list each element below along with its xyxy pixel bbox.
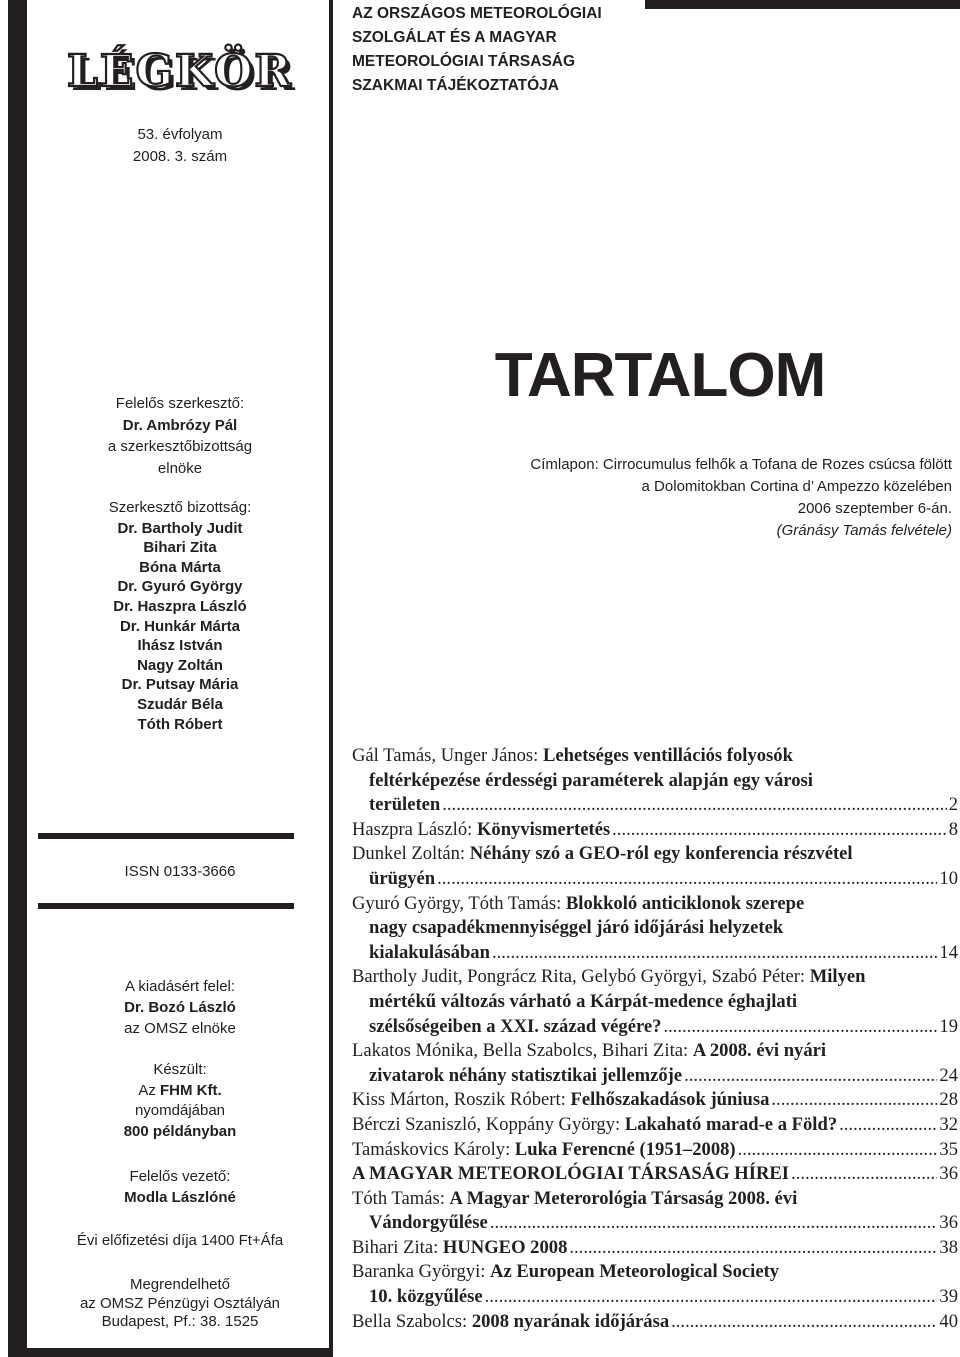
- cover-photo-credit: (Gránásy Tamás felvétele): [776, 522, 952, 539]
- toc-entry-line: [352, 744, 958, 769]
- print-company: FHM Kft.: [160, 1081, 222, 1099]
- manager-block: [30, 1166, 330, 1208]
- toc-leader-dots: [738, 1138, 938, 1163]
- toc-page-number: 32: [939, 1113, 958, 1135]
- toc-page-number: 19: [939, 1015, 958, 1037]
- toc-title-continuation: mértékű változás várható a Kárpát-medence éghajlati: [369, 990, 798, 1012]
- header-line: AZ ORSZÁGOS METEOROLÓGIAI: [352, 5, 602, 22]
- publisher-block: [30, 976, 330, 1039]
- top-right-bar: [645, 0, 960, 9]
- toc-entry-text: [369, 1285, 483, 1310]
- manager-label: Felelős vezető:: [129, 1168, 231, 1185]
- board-member: Bihari Zita: [143, 539, 217, 557]
- print-line: nyomdájában: [134, 1102, 226, 1120]
- board-member: Dr. Haszpra László: [113, 597, 247, 615]
- toc-entry[interactable]: [352, 1039, 958, 1088]
- toc-entry[interactable]: [352, 1162, 958, 1187]
- publisher-label: A kiadásért felel:: [124, 978, 236, 995]
- toc-title: Luka Ferencné (1951–2008): [514, 1138, 736, 1160]
- toc-entry-text: [352, 1236, 567, 1261]
- toc-entry-last-line: [352, 793, 958, 818]
- toc-page-number: 28: [939, 1089, 958, 1111]
- toc-entry-last-line: [352, 1310, 958, 1335]
- toc-authors: Bella Szabolcs:: [352, 1310, 472, 1332]
- publisher-header: [352, 2, 652, 98]
- editor-label: Felelős szerkesztő:: [115, 395, 245, 412]
- issue-info: [30, 124, 330, 168]
- issn-separator-top: [38, 833, 294, 839]
- toc-page-number: 8: [948, 818, 958, 840]
- toc-entry-line: [352, 965, 958, 990]
- header-line: SZAKMAI TÁJÉKOZTATÓJA: [352, 77, 559, 94]
- toc-entry-text: [352, 818, 610, 843]
- toc-leader-dots: [492, 941, 937, 966]
- toc-title-continuation: feltérképezése érdességi paraméterek alapján egy városi: [369, 769, 813, 791]
- toc-page-number: 2: [948, 794, 958, 816]
- toc-entry[interactable]: [352, 744, 958, 818]
- toc-leader-dots: [684, 1064, 937, 1089]
- toc-leader-dots: [839, 1113, 937, 1138]
- print-block: [30, 1060, 330, 1142]
- issn-separator-bottom: [38, 903, 294, 909]
- toc-authors: Baranka Györgyi:: [352, 1261, 491, 1283]
- print-company-line: [30, 1081, 330, 1102]
- toc-entry-line: [352, 1039, 958, 1064]
- journal-logo: LÉGKÖR: [66, 46, 293, 97]
- toc-title: Könyvismertetés: [476, 818, 611, 840]
- toc-leader-dots: [437, 867, 937, 892]
- toc-entry-text: [369, 793, 440, 818]
- toc-title: ürügyén: [369, 867, 436, 889]
- issue-volume: 53. évfolyam: [137, 126, 223, 143]
- toc-page-number: 10: [939, 867, 958, 889]
- toc-page-number: 38: [939, 1236, 958, 1258]
- toc-entry-last-line: [352, 1064, 958, 1089]
- cover-caption-line: 2006 szeptember 6-án.: [797, 500, 952, 517]
- toc-page-number: 39: [939, 1286, 958, 1308]
- board-member: Dr. Hunkár Márta: [119, 617, 241, 635]
- toc-entry-line: [352, 1260, 958, 1285]
- board-member: Dr. Bartholy Judit: [117, 519, 243, 537]
- toc-title: HUNGEO 2008: [442, 1236, 568, 1258]
- toc-entry-last-line: [352, 818, 958, 843]
- cover-caption: [432, 454, 952, 542]
- toc-leader-dots: [442, 793, 946, 818]
- board-label: Szerkesztő bizottság:: [108, 499, 252, 516]
- toc-authors: Kiss Márton, Roszik Róbert:: [352, 1089, 571, 1111]
- toc-entry[interactable]: [352, 842, 958, 891]
- board-member: Bóna Márta: [139, 558, 221, 576]
- board-member: Nagy Zoltán: [137, 656, 223, 674]
- issue-number: 2008. 3. szám: [132, 148, 228, 165]
- toc-entry-last-line: [352, 867, 958, 892]
- toc-page-number: 14: [939, 941, 958, 963]
- toc-entry-last-line: [352, 1236, 958, 1261]
- toc-entry[interactable]: [352, 1113, 958, 1138]
- toc-authors: Bérczi Szaniszló, Koppány György:: [352, 1113, 625, 1135]
- toc-leader-dots: [485, 1285, 938, 1310]
- toc-authors: Gyuró György, Tóth Tamás:: [352, 892, 566, 914]
- contents-title: TARTALOM: [494, 341, 826, 410]
- toc-entry-last-line: [352, 1285, 958, 1310]
- toc-authors: Tóth Tamás:: [352, 1187, 450, 1209]
- toc-authors: Bartholy Judit, Pongrácz Rita, Gelybó Györgyi, Szabó Péter:: [352, 966, 810, 988]
- toc-entry-line: [352, 1187, 958, 1212]
- toc-entry-last-line: [352, 1162, 958, 1187]
- toc-title: 10. közgyűlése: [369, 1286, 483, 1308]
- bottom-border-bar: [8, 1348, 333, 1357]
- toc-entry-line: [352, 842, 958, 867]
- header-line: SZOLGÁLAT ÉS A MAGYAR: [352, 29, 557, 46]
- toc-entry[interactable]: [352, 1236, 958, 1261]
- toc-leader-dots: [569, 1236, 937, 1261]
- toc-page-number: 40: [939, 1310, 958, 1332]
- manager-name: Modla Lászlóné: [124, 1189, 236, 1206]
- toc-entry-last-line: [352, 1015, 958, 1040]
- toc-entry-text: [369, 1064, 682, 1089]
- toc-title: Lakaható marad-e a Föld?: [624, 1113, 838, 1135]
- toc-title: területen: [369, 794, 441, 816]
- print-prefix: Az: [138, 1081, 161, 1099]
- editor-block: [30, 393, 330, 479]
- toc-entry-text: [352, 1310, 669, 1335]
- publisher-name: Dr. Bozó László: [124, 999, 236, 1016]
- toc-entry[interactable]: [352, 1088, 958, 1113]
- cover-caption-line: a Dolomitokban Cortina d’ Ampezzo közelében: [641, 478, 952, 495]
- toc-authors: Lakatos Mónika, Bella Szabolcs, Bihari Zita:: [352, 1040, 693, 1062]
- board-member: Dr. Putsay Mária: [121, 676, 239, 694]
- toc-title-continuation: nagy csapadékmennyiséggel járó időjárási helyzetek: [369, 917, 784, 939]
- toc-title: Blokkoló anticiklonok szerepe: [565, 892, 805, 914]
- subscription-price: Évi előfizetési díja 1400 Ft+Áfa: [76, 1232, 284, 1249]
- toc-title: A MAGYAR METEOROLÓGIAI TÁRSASÁG HÍREI: [352, 1163, 790, 1185]
- toc-page-number: 35: [939, 1138, 958, 1160]
- toc-entry-last-line: [352, 1088, 958, 1113]
- board-member: Ihász István: [137, 637, 223, 655]
- toc-leader-dots: [490, 1211, 938, 1236]
- toc-entry-text: [352, 1113, 837, 1138]
- toc-title: Lehetséges ventillációs folyosók: [542, 745, 793, 766]
- table-of-contents: [352, 744, 958, 1334]
- toc-page-number: 24: [939, 1064, 958, 1086]
- toc-authors: Dunkel Zoltán:: [352, 843, 470, 865]
- order-line: az OMSZ Pénzügyi Osztályán: [79, 1294, 281, 1312]
- toc-entry-last-line: [352, 1113, 958, 1138]
- editor-role-line: a szerkesztőbizottság: [107, 438, 253, 456]
- toc-title: Felhőszakadások júniusa: [570, 1089, 770, 1111]
- toc-title: kialakulásában: [369, 941, 490, 963]
- print-label: Készült:: [153, 1061, 207, 1078]
- toc-entry-text: [369, 1015, 661, 1040]
- toc-entry-last-line: [352, 1211, 958, 1236]
- issn: ISSN 0133-3666: [124, 863, 236, 880]
- toc-title: A Magyar Meterorológia Társaság 2008. évi: [449, 1187, 798, 1209]
- toc-leader-dots: [671, 1310, 937, 1335]
- toc-entry[interactable]: [352, 965, 958, 1039]
- toc-entry[interactable]: [352, 1138, 958, 1163]
- toc-entry-text: [369, 867, 435, 892]
- cover-caption-line: Címlapon: Cirrocumulus felhők a Tofana de Rozes csúcsa fölött: [530, 456, 952, 473]
- toc-title: Az European Meteorological Society: [490, 1261, 780, 1283]
- toc-authors: Gál Tamás, Unger János:: [352, 745, 543, 766]
- toc-entry-text: [352, 1088, 769, 1113]
- order-line: Budapest, Pf.: 38. 1525: [101, 1313, 259, 1331]
- toc-entry[interactable]: [352, 1187, 958, 1236]
- toc-entry-last-line: [352, 941, 958, 966]
- toc-leader-dots: [612, 818, 947, 843]
- toc-leader-dots: [771, 1088, 937, 1113]
- header-line: METEOROLÓGIAI TÁRSASÁG: [352, 53, 576, 70]
- toc-title: 2008 nyarának időjárása: [471, 1310, 670, 1332]
- toc-title: Néhány szó a GEO-ról egy konferencia részvétel: [469, 843, 853, 865]
- toc-entry-text: [369, 941, 490, 966]
- left-border-bar: [8, 0, 27, 1357]
- editorial-board: [30, 498, 330, 734]
- toc-page-number: 36: [939, 1212, 958, 1234]
- print-copies: 800 példányban: [123, 1122, 237, 1140]
- order-line: Megrendelhető: [129, 1276, 231, 1293]
- toc-entry[interactable]: [352, 818, 958, 843]
- toc-title: Vándorgyűlése: [369, 1212, 488, 1234]
- publisher-role: az OMSZ elnöke: [124, 1020, 236, 1037]
- board-member: Szudár Béla: [137, 695, 223, 713]
- toc-title: A 2008. évi nyári: [692, 1040, 827, 1062]
- editor-name: Dr. Ambrózy Pál: [122, 416, 238, 434]
- toc-leader-dots: [663, 1015, 937, 1040]
- editor-role-line: elnöke: [157, 459, 203, 477]
- toc-entry-text: [352, 1138, 736, 1163]
- toc-title: Milyen: [809, 966, 866, 988]
- toc-entry-line: [352, 892, 958, 917]
- toc-authors: Haszpra László:: [352, 818, 477, 840]
- toc-entry[interactable]: [352, 1310, 958, 1335]
- toc-entry-last-line: [352, 1138, 958, 1163]
- toc-entry-text: [352, 1162, 789, 1187]
- toc-authors: Bihari Zita:: [352, 1236, 443, 1258]
- toc-entry[interactable]: [352, 892, 958, 966]
- toc-title: zivatarok néhány statisztikai jellemzője: [369, 1064, 683, 1086]
- toc-entry-text: [369, 1211, 488, 1236]
- board-member: Tóth Róbert: [137, 715, 223, 733]
- board-member: Dr. Gyuró György: [117, 578, 243, 596]
- toc-authors: Tamáskovics Károly:: [352, 1138, 515, 1160]
- toc-entry[interactable]: [352, 1260, 958, 1309]
- toc-page-number: 36: [939, 1163, 958, 1185]
- order-block: [30, 1276, 330, 1332]
- toc-leader-dots: [791, 1162, 937, 1187]
- toc-title: szélsőségeiben a XXI. század végére?: [369, 1015, 662, 1037]
